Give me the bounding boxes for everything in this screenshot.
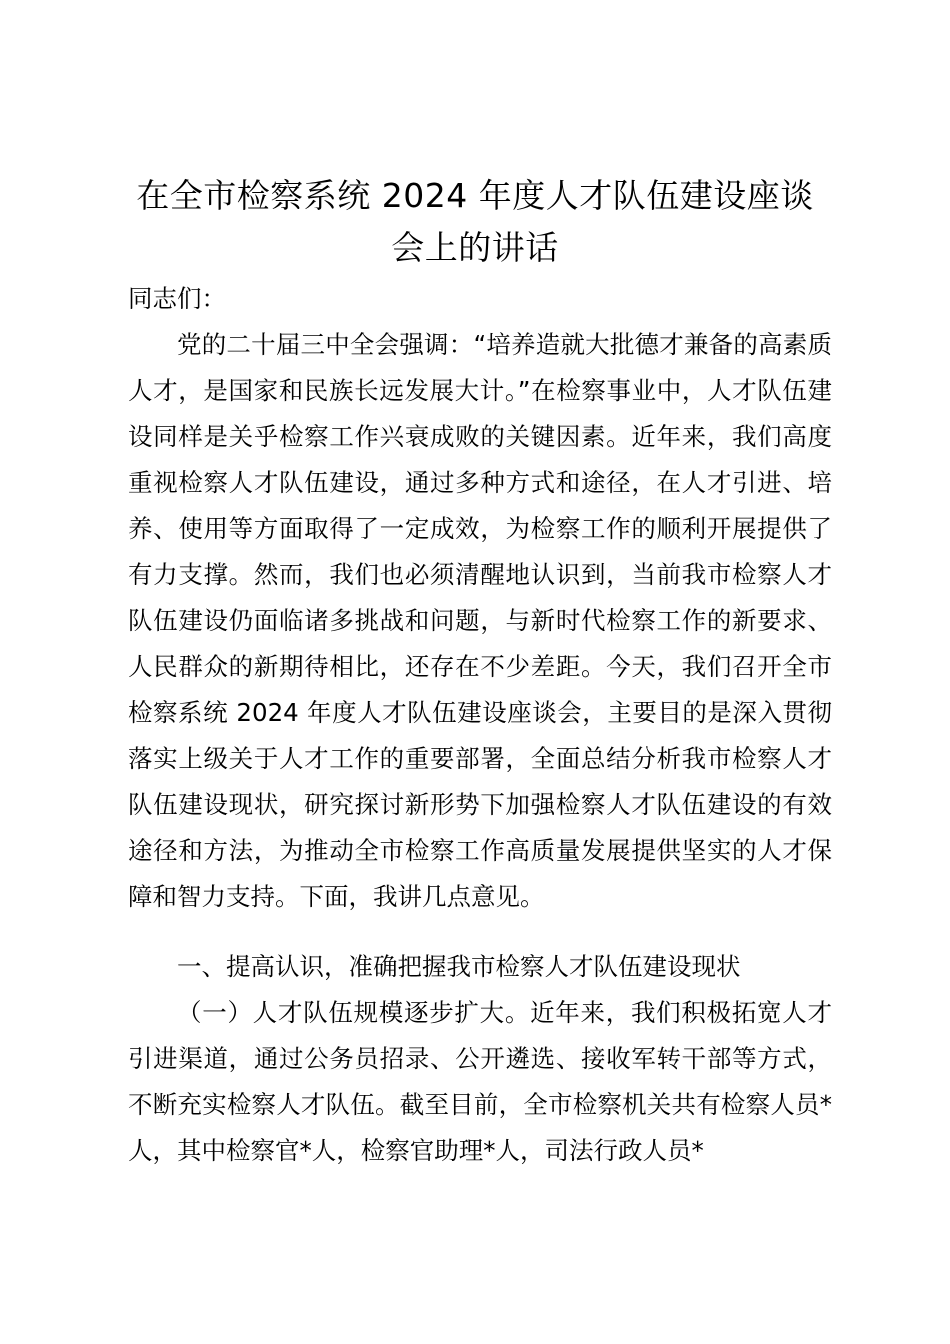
document-title: 在全市检察系统 2024 年度人才队伍建设座谈会上的讲话 bbox=[136, 176, 814, 267]
intro-paragraph: 党的二十届三中全会强调：“培养造就大批德才兼备的高素质人才，是国家和民族长远发展大计。”在检察事业中，人才队伍建设同样是关乎检察工作兴衰成败的关键因素。近年来，我们高度重视检察人才队伍建设，通过多种方式和途径，在人才引进、培养、使用等方面取得了一定成效，为检察工作的顺利开展提供了有力支撑。然而，我们也必须清醒地认识到，当前我市检察人才队伍建设仍面临诸多挑战和问题，与新时代检察工作的新要求、人民群众的新期待相比，还存在不少差距。今天，我们召开全市检察系统 2024 年度人才队伍建设座谈会，主要目的是深入贯彻落实上级关于人才工作的重要部署，全面总结分析我市检察人才队伍建设现状，研究探讨新形势下加强检察人才队伍建设的有效途径和方法，为推动全市检察工作高质量发展提供坚实的人才保障和智力支持。下面，我讲几点意见。 bbox=[128, 330, 832, 911]
salutation: 同志们： bbox=[128, 284, 226, 313]
section-paragraph: （一）人才队伍规模逐步扩大。近年来，我们积极拓宽人才引进渠道，通过公务员招录、公开遴选、接收军转干部等方式，不断充实检察人才队伍。截至目前，全市检察机关共有检察人员*人，其中检察官*人，检察官助理*人，司法行政人员* bbox=[128, 998, 832, 1165]
section-heading: 一、提高认识，准确把握我市检察人才队伍建设现状 bbox=[177, 952, 741, 981]
